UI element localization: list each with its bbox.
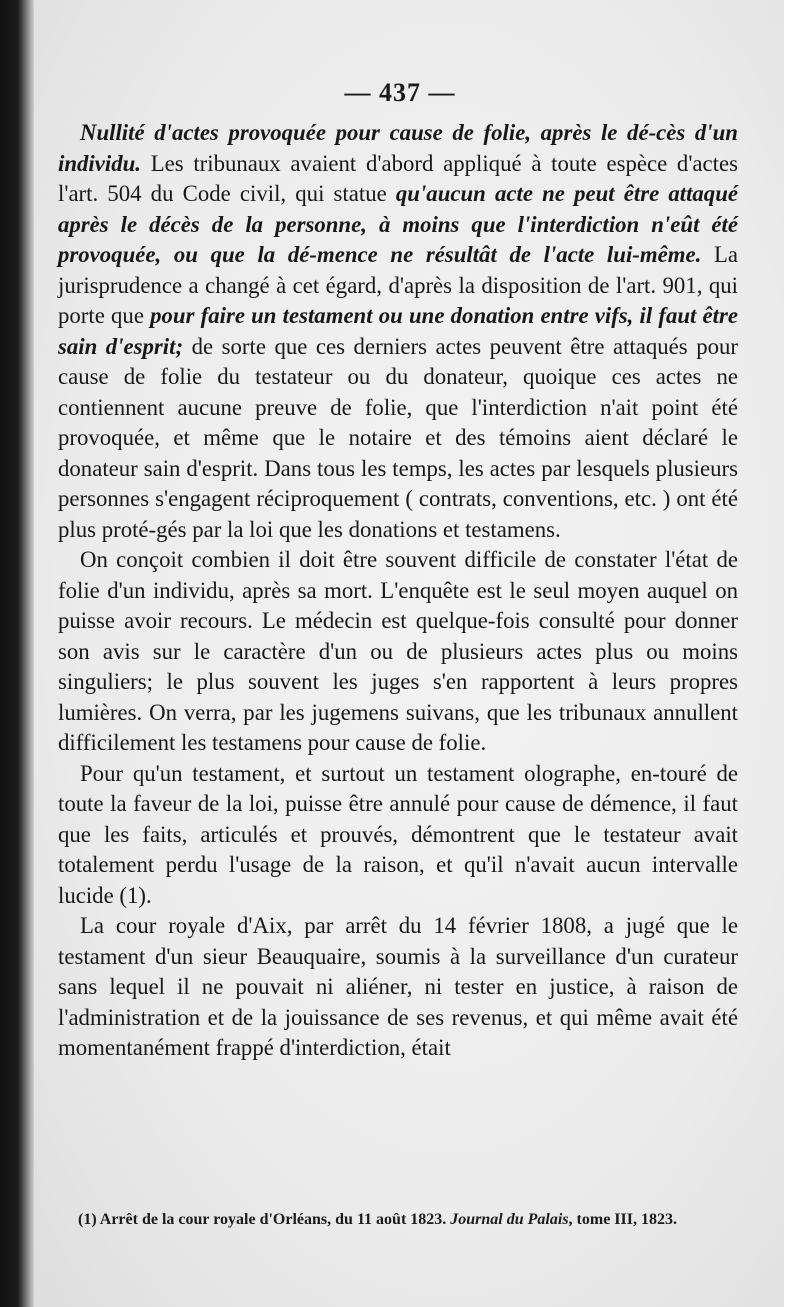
- footnote-marker: (1): [78, 1211, 97, 1228]
- footnote-source: Journal du Palais: [450, 1211, 569, 1228]
- text-run: La cour royale d'Aix, par arrêt du 14 février 1808, a jugé que le testament d'un sieur Beauquaire, soumis à la surveillance d'un curateur sans lequel il ne pouvait ni aliéner, ni tester en justice, à raison de l'administration et de la jouissance de ses revenus, et qui même avait été momentanément frappé d'interdiction, était: [58, 913, 738, 1060]
- body-text: [58, 118, 738, 1064]
- text-run: On conçoit combien il doit être souvent difficile de constater l'état de folie d'un individu, après sa mort. L'enquête est le seul moyen auquel on puisse avoir recours. Le médecin est quelque-fois consulté pour donner son avis sur le caractère d'un ou de plusieurs actes plus ou moins singuliers; le plus souvent les juges s'en rapportent à leurs propres lumières. On verra, par les jugemens suivans, que les tribunaux annullent difficilement les testamens pour cause de folie.: [58, 547, 738, 755]
- text-run: de sorte que ces derniers actes peuvent être attaqués pour cause de folie du testateur ou du donateur, quoique ces actes ne contiennent aucune preuve de folie, que l'interdiction n'ait point été provoquée, et même que le notaire et des témoins aient déclaré le donateur sain d'esprit. Dans tous les temps, les actes par lesquels plusieurs personnes s'engagent réciproquement ( contrats, conventions, etc. ) ont été plus proté-gés par la loi que les donations et testamens.: [58, 333, 738, 542]
- text-run: Les tribunaux avaient d'abord appliqué à toute espèce d'actes l'art. 504 du Code civil, qui statue: [58, 150, 738, 206]
- text-run: La jurisprudence a changé à cet égard, d'après la disposition de l'art. 901, qui porte que: [58, 242, 738, 328]
- footnote-text: Arrêt de la cour royale d'Orléans, du 11 août 1823.: [96, 1211, 451, 1228]
- paragraph-4: [58, 911, 738, 1064]
- paragraph-2: [58, 545, 738, 759]
- paragraph-3: [58, 759, 738, 912]
- footnote: [58, 1208, 738, 1232]
- paragraph-1: [58, 118, 738, 545]
- italic-run: qu'aucun acte ne peut être attaqué après le décès de la personne, à moins que l'interdiction n'eût été provoquée, ou que la dé-mence ne résultât de l'acte lui-même.: [58, 181, 739, 267]
- italic-run: pour faire un testament ou une donation entre vifs, il faut être sain d'esprit;: [58, 303, 738, 359]
- text-run: Pour qu'un testament, et surtout un testament olographe, en-touré de toute la faveur de la loi, puisse être annulé pour cause de démence, il faut que les faits, articulés et prouvés, démontrent que le testateur avait totalement perdu l'usage de la raison, et qu'il n'avait aucun intervalle lucide (1).: [58, 760, 738, 908]
- italic-run: Nullité d'actes provoquée pour cause de folie, après le dé-cès d'un individu.: [58, 120, 738, 176]
- footnote-tail: , tome III, 1823.: [568, 1211, 677, 1228]
- page-number: — 437 —: [344, 78, 456, 107]
